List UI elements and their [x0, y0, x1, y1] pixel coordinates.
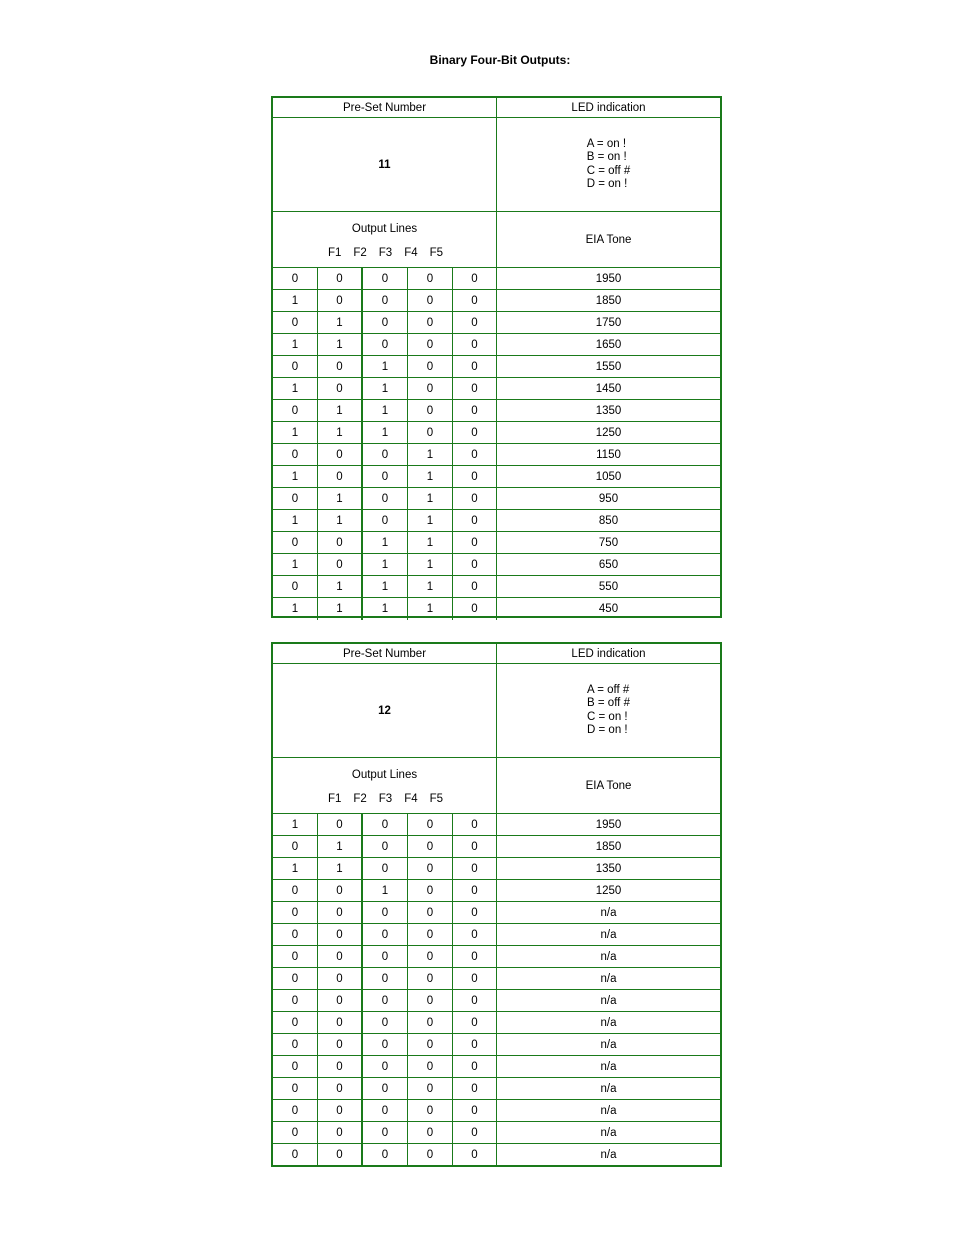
eia-tone-cell: n/a — [600, 1060, 617, 1073]
bit-cell: 0 — [408, 836, 453, 857]
bit-cell: 0 — [408, 400, 453, 421]
table-row — [273, 400, 720, 422]
bit-cell: 1 — [408, 466, 453, 487]
led-line: A = off # — [587, 683, 630, 696]
table-header-row — [273, 644, 720, 664]
bit-cell: 0 — [318, 902, 363, 923]
output-lines-label: Output Lines — [351, 768, 418, 781]
output-header-row — [273, 212, 720, 268]
f-label: F1 — [327, 792, 342, 805]
bit-cell: 0 — [363, 444, 408, 465]
bit-cell: 0 — [453, 576, 497, 597]
f-label: F1 — [327, 246, 342, 259]
bit-cell: 0 — [363, 290, 408, 311]
eia-tone-cell: n/a — [600, 950, 617, 963]
bit-cell: 0 — [318, 814, 363, 835]
eia-tone-cell: 650 — [598, 558, 619, 571]
bit-cell: 0 — [453, 924, 497, 945]
bit-cell: 0 — [453, 990, 497, 1011]
bit-cell: 0 — [453, 554, 497, 575]
table-row — [273, 968, 720, 990]
bit-cell: 0 — [453, 946, 497, 967]
eia-tone-cell: 1850 — [595, 294, 622, 307]
eia-tone-cell: 450 — [598, 603, 619, 615]
led-header: LED indication — [571, 647, 646, 660]
table-header-row — [273, 98, 720, 118]
bit-cell: 0 — [318, 880, 363, 901]
bit-cell: 1 — [273, 290, 318, 311]
preset-table-12 — [271, 642, 722, 1167]
bit-cell: 0 — [408, 1034, 453, 1055]
bit-cell: 1 — [318, 422, 363, 443]
bit-cell: 1 — [318, 576, 363, 597]
f-label: F4 — [404, 246, 418, 259]
bit-cell: 0 — [363, 466, 408, 487]
eia-tone-cell: 1250 — [595, 884, 622, 897]
output-lines-label: Output Lines — [351, 222, 418, 235]
bit-cell: 0 — [453, 312, 497, 333]
table-row — [273, 532, 720, 554]
bit-cell: 1 — [408, 554, 453, 575]
bit-cell: 0 — [453, 422, 497, 443]
bit-cell: 0 — [408, 312, 453, 333]
bit-cell: 0 — [363, 1078, 408, 1099]
bit-cell: 0 — [273, 902, 318, 923]
led-line: C = off # — [586, 164, 631, 177]
table-row — [273, 1034, 720, 1056]
bit-cell: 0 — [363, 312, 408, 333]
bit-cell: 1 — [408, 532, 453, 553]
eia-tone-cell: n/a — [600, 1149, 617, 1161]
bit-cell: 0 — [273, 532, 318, 553]
bit-cell: 0 — [453, 268, 497, 289]
table-row — [273, 356, 720, 378]
eia-tone-cell: n/a — [600, 1126, 617, 1139]
bit-cell: 0 — [363, 836, 408, 857]
bit-cell: 1 — [363, 554, 408, 575]
bit-cell: 0 — [318, 1122, 363, 1143]
eia-tone-header: EIA Tone — [585, 233, 632, 246]
bit-cell: 0 — [408, 334, 453, 355]
table-row — [273, 488, 720, 510]
bit-cell: 0 — [453, 400, 497, 421]
table-row — [273, 444, 720, 466]
eia-tone-cell: n/a — [600, 1082, 617, 1095]
output-lines-header — [273, 758, 497, 813]
eia-tone-cell: 1450 — [595, 382, 622, 395]
bit-cell: 1 — [273, 378, 318, 399]
led-line: A = on ! — [586, 137, 627, 150]
bit-cell: 0 — [273, 990, 318, 1011]
bit-cell: 1 — [273, 422, 318, 443]
eia-tone-cell: n/a — [600, 994, 617, 1007]
bit-cell: 0 — [363, 968, 408, 989]
preset-info-row — [273, 118, 720, 212]
bit-cell: 0 — [318, 1078, 363, 1099]
bit-cell: 0 — [453, 1100, 497, 1121]
eia-tone-cell: n/a — [600, 928, 617, 941]
bit-cell: 0 — [408, 1144, 453, 1166]
bit-cell: 1 — [318, 312, 363, 333]
bit-cell: 0 — [408, 924, 453, 945]
bit-cell: 0 — [453, 814, 497, 835]
table-row — [273, 880, 720, 902]
bit-cell: 0 — [363, 268, 408, 289]
bit-cell: 1 — [318, 400, 363, 421]
bit-cell: 0 — [453, 598, 497, 620]
bit-cell: 0 — [453, 968, 497, 989]
f-label: F3 — [378, 792, 393, 805]
preset-header: Pre-Set Number — [273, 644, 497, 663]
bit-cell: 0 — [273, 1144, 318, 1166]
output-header-row — [273, 758, 720, 814]
bit-cell: 0 — [318, 1144, 363, 1166]
table-row — [273, 598, 720, 620]
bit-cell: 1 — [273, 334, 318, 355]
led-header: LED indication — [571, 101, 646, 114]
eia-tone-cell: 1050 — [595, 470, 622, 483]
bit-cell: 1 — [273, 466, 318, 487]
table-row — [273, 466, 720, 488]
bit-cell: 1 — [273, 554, 318, 575]
bit-cell: 0 — [318, 378, 363, 399]
bit-cell: 0 — [453, 356, 497, 377]
bit-cell: 1 — [363, 598, 408, 620]
bit-cell: 0 — [318, 444, 363, 465]
led-line: B = off # — [587, 697, 630, 709]
eia-tone-cell: n/a — [600, 1038, 617, 1051]
eia-tone-cell: 550 — [598, 580, 619, 593]
bit-cell: 0 — [318, 268, 363, 289]
table-row — [273, 334, 720, 356]
bit-cell: 0 — [363, 510, 408, 531]
table-row — [273, 1122, 720, 1144]
preset-header: Pre-Set Number — [273, 98, 497, 117]
led-indication-cell — [497, 664, 720, 757]
bit-cell: 0 — [363, 1100, 408, 1121]
eia-tone-cell: n/a — [600, 906, 617, 919]
bit-cell: 0 — [318, 968, 363, 989]
bit-cell: 0 — [453, 334, 497, 355]
eia-tone-cell: n/a — [600, 972, 617, 985]
led-line: D = on ! — [587, 724, 628, 736]
table-row — [273, 378, 720, 400]
eia-tone-cell: 1750 — [595, 316, 622, 329]
bit-cell: 0 — [453, 858, 497, 879]
bit-cell: 0 — [273, 268, 318, 289]
table-row — [273, 312, 720, 334]
bit-cell: 0 — [408, 378, 453, 399]
bit-cell: 0 — [363, 990, 408, 1011]
bit-cell: 0 — [453, 532, 497, 553]
eia-tone-cell: 850 — [598, 514, 619, 527]
bit-cell: 0 — [408, 268, 453, 289]
table-row — [273, 902, 720, 924]
bit-cell: 1 — [408, 576, 453, 597]
table-row — [273, 946, 720, 968]
bit-cell: 0 — [318, 356, 363, 377]
preset-number: 12 — [378, 704, 391, 717]
bit-cell: 1 — [318, 858, 363, 879]
table-row — [273, 554, 720, 576]
bit-cell: 0 — [453, 466, 497, 487]
bit-cell: 1 — [408, 598, 453, 620]
bit-cell: 0 — [408, 946, 453, 967]
eia-tone-cell: 1850 — [595, 840, 622, 853]
bit-cell: 0 — [363, 924, 408, 945]
bit-cell: 0 — [453, 378, 497, 399]
bit-cell: 0 — [273, 1078, 318, 1099]
bit-cell: 0 — [408, 814, 453, 835]
table-row — [273, 836, 720, 858]
bit-cell: 0 — [273, 312, 318, 333]
eia-tone-cell: 1250 — [595, 426, 622, 439]
table-row — [273, 814, 720, 836]
f-label: F5 — [429, 246, 444, 259]
bit-cell: 0 — [408, 1012, 453, 1033]
bit-cell: 0 — [453, 1056, 497, 1077]
eia-tone-cell: 1550 — [595, 360, 622, 373]
bit-cell: 1 — [363, 880, 408, 901]
eia-tone-cell: 1650 — [595, 338, 622, 351]
led-indication-list — [587, 684, 630, 738]
bit-cell: 0 — [453, 290, 497, 311]
bit-cell: 0 — [453, 1122, 497, 1143]
eia-tone-cell: 1150 — [596, 448, 621, 461]
preset-number-cell — [273, 118, 497, 211]
bit-cell: 1 — [363, 422, 408, 443]
bit-cell: 0 — [363, 1012, 408, 1033]
bit-cell: 0 — [408, 902, 453, 923]
bit-cell: 0 — [453, 902, 497, 923]
bit-cell: 0 — [318, 946, 363, 967]
preset-info-row — [273, 664, 720, 758]
bit-cell: 0 — [453, 1034, 497, 1055]
f-labels — [328, 793, 443, 805]
bit-cell: 1 — [273, 814, 318, 835]
output-lines-header — [273, 212, 497, 267]
bit-cell: 0 — [273, 924, 318, 945]
bit-cell: 0 — [408, 1100, 453, 1121]
bit-cell: 0 — [453, 836, 497, 857]
eia-tone-cell: n/a — [600, 1104, 617, 1117]
bit-cell: 0 — [408, 1122, 453, 1143]
bit-cell: 1 — [363, 356, 408, 377]
bit-cell: 0 — [453, 1012, 497, 1033]
table-row — [273, 1012, 720, 1034]
bit-cell: 0 — [273, 576, 318, 597]
bit-cell: 0 — [363, 1056, 408, 1077]
led-line: B = on ! — [586, 151, 627, 163]
bit-cell: 0 — [363, 1144, 408, 1166]
f-label: F5 — [429, 792, 444, 805]
bit-cell: 1 — [273, 858, 318, 879]
table-row — [273, 510, 720, 532]
bit-cell: 0 — [453, 880, 497, 901]
f-label: F2 — [353, 792, 367, 805]
bit-cell: 0 — [318, 1034, 363, 1055]
bit-cell: 0 — [318, 466, 363, 487]
bit-cell: 0 — [273, 356, 318, 377]
preset-table-11 — [271, 96, 722, 618]
f-label: F4 — [404, 792, 418, 805]
bit-cell: 0 — [273, 1056, 318, 1077]
table-row — [273, 268, 720, 290]
table-row — [273, 1078, 720, 1100]
bit-cell: 1 — [363, 532, 408, 553]
eia-tone-cell: 1950 — [595, 272, 622, 285]
bit-cell: 1 — [363, 576, 408, 597]
bit-cell: 0 — [363, 814, 408, 835]
bit-cell: 1 — [363, 378, 408, 399]
bit-cell: 0 — [318, 1100, 363, 1121]
bit-cell: 0 — [453, 510, 497, 531]
f-label: F3 — [378, 246, 393, 259]
bit-cell: 1 — [318, 598, 363, 620]
bit-cell: 0 — [273, 1122, 318, 1143]
bit-cell: 0 — [408, 356, 453, 377]
eia-tone-cell: 950 — [598, 492, 619, 505]
bit-cell: 0 — [318, 290, 363, 311]
bit-cell: 1 — [318, 334, 363, 355]
bit-cell: 0 — [363, 1122, 408, 1143]
led-line: D = on ! — [586, 178, 628, 190]
bit-cell: 1 — [318, 488, 363, 509]
table-row — [273, 990, 720, 1012]
table-row — [273, 1056, 720, 1078]
bit-cell: 0 — [408, 422, 453, 443]
bit-cell: 0 — [408, 290, 453, 311]
led-indication-list — [587, 138, 631, 192]
bit-cell: 0 — [363, 858, 408, 879]
bit-cell: 0 — [363, 902, 408, 923]
eia-tone-header: EIA Tone — [585, 779, 632, 792]
led-indication-cell — [497, 118, 720, 211]
page-title: Binary Four-Bit Outputs: — [429, 53, 571, 67]
bit-cell: 0 — [363, 334, 408, 355]
table-row — [273, 576, 720, 598]
f-label: F2 — [353, 246, 367, 259]
bit-cell: 1 — [408, 510, 453, 531]
eia-tone-cell: 750 — [598, 536, 619, 549]
bit-cell: 1 — [408, 444, 453, 465]
bit-cell: 0 — [318, 990, 363, 1011]
bit-cell: 0 — [273, 968, 318, 989]
table-row — [273, 1144, 720, 1166]
bit-cell: 0 — [408, 1056, 453, 1077]
table-row — [273, 290, 720, 312]
eia-tone-cell: 1950 — [595, 818, 622, 831]
bit-cell: 0 — [408, 990, 453, 1011]
eia-tone-cell: 1350 — [595, 862, 622, 875]
bit-cell: 1 — [273, 510, 318, 531]
bit-cell: 1 — [408, 488, 453, 509]
eia-tone-cell: n/a — [600, 1016, 617, 1029]
bit-cell: 0 — [318, 554, 363, 575]
bit-cell: 0 — [273, 444, 318, 465]
table-row — [273, 858, 720, 880]
bit-cell: 1 — [273, 598, 318, 620]
bit-cell: 0 — [318, 924, 363, 945]
bit-cell: 0 — [408, 1078, 453, 1099]
bit-cell: 0 — [273, 946, 318, 967]
bit-cell: 0 — [318, 532, 363, 553]
bit-cell: 0 — [408, 858, 453, 879]
table-row — [273, 924, 720, 946]
bit-cell: 0 — [453, 488, 497, 509]
bit-cell: 0 — [408, 880, 453, 901]
bit-cell: 0 — [453, 1144, 497, 1166]
bit-cell: 1 — [318, 836, 363, 857]
bit-cell: 1 — [363, 400, 408, 421]
bit-cell: 0 — [318, 1012, 363, 1033]
bit-cell: 0 — [273, 1034, 318, 1055]
f-labels — [328, 247, 443, 259]
bit-cell: 0 — [363, 946, 408, 967]
bit-cell: 0 — [273, 880, 318, 901]
bit-cell: 1 — [318, 510, 363, 531]
led-line: C = on ! — [587, 710, 628, 723]
bit-cell: 0 — [273, 488, 318, 509]
bit-cell: 0 — [363, 488, 408, 509]
bit-cell: 0 — [453, 444, 497, 465]
bit-cell: 0 — [408, 968, 453, 989]
bit-cell: 0 — [273, 1012, 318, 1033]
preset-number: 11 — [378, 158, 391, 171]
bit-cell: 0 — [273, 1100, 318, 1121]
preset-number-cell — [273, 664, 497, 757]
eia-tone-cell: 1350 — [595, 404, 622, 417]
bit-cell: 0 — [273, 400, 318, 421]
bit-cell: 0 — [273, 836, 318, 857]
bit-cell: 0 — [363, 1034, 408, 1055]
bit-cell: 0 — [318, 1056, 363, 1077]
table-row — [273, 1100, 720, 1122]
bit-cell: 0 — [453, 1078, 497, 1099]
table-row — [273, 422, 720, 444]
